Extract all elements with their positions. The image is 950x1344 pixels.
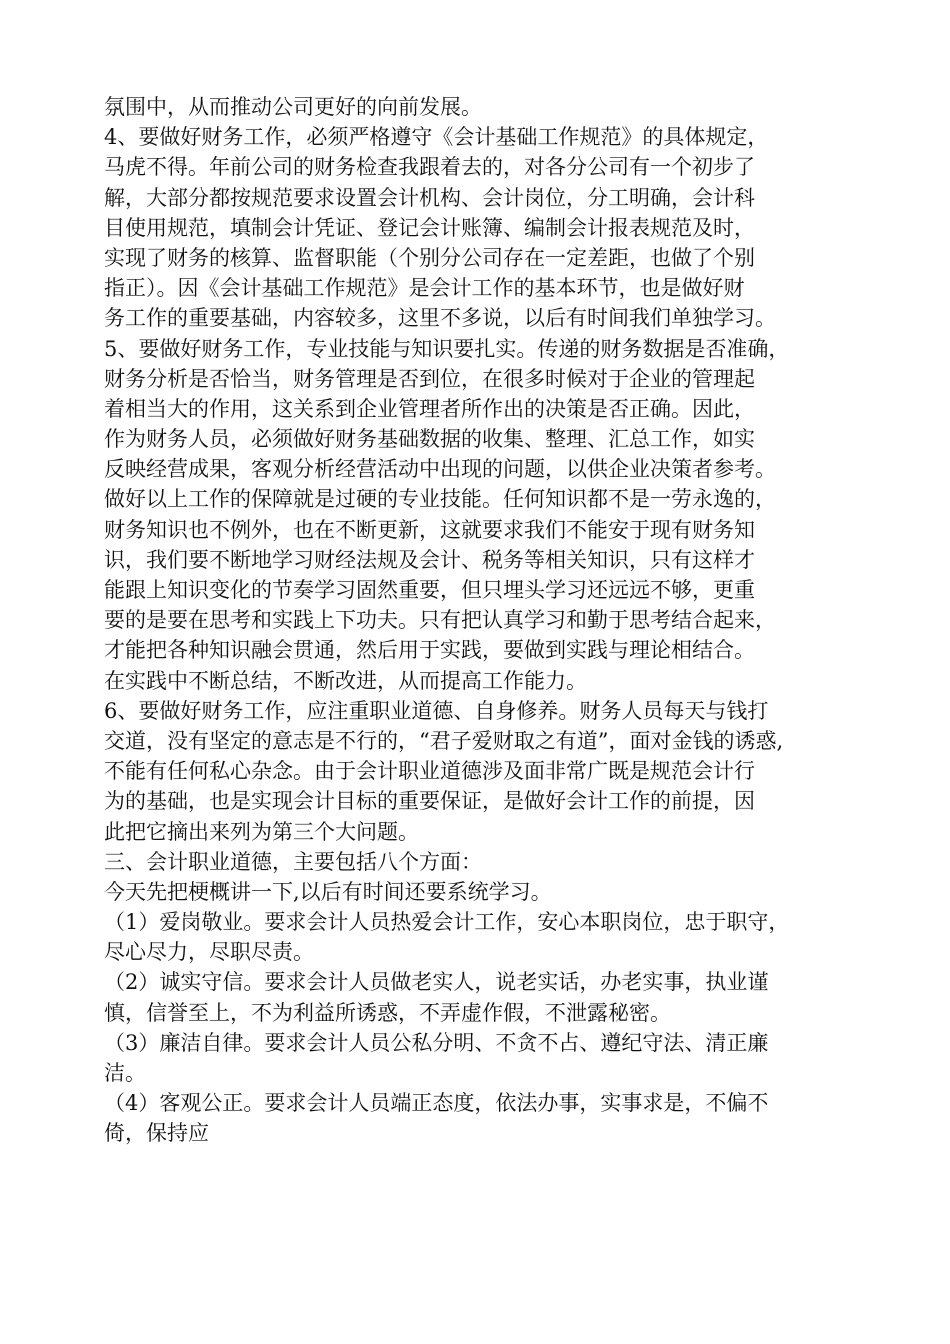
text-line: 反映经营成果，客观分析经营活动中出现的问题，以供企业决策者参考。	[104, 457, 776, 482]
text-line: 要的是要在思考和实践上下功夫。只有把认真学习和勤于思考结合起来，	[104, 608, 776, 633]
text-line: 实现了财务的核算、监督职能（个别分公司存在一定差距，也做了个别	[104, 245, 755, 270]
text-line: （3）廉洁自律。要求会计人员公私分明、不贪不占、遵纪守法、清正廉	[104, 1030, 769, 1055]
text-line: 交道，没有坚定的意志是不行的，“君子爱财取之有道”，面对金钱的诱惑,	[104, 728, 784, 753]
text-line: 4、要做好财务工作，必须严格遵守《会计基础工作规范》的具体规定，	[104, 125, 769, 150]
text-line: 5、要做好财务工作，专业技能与知识要扎实。传递的财务数据是否准确，	[104, 336, 790, 361]
text-line: 财务分析是否恰当，财务管理是否到位，在很多时候对于企业的管理起	[104, 366, 755, 391]
text-line: 6、要做好财务工作，应注重职业道德、自身修养。财务人员每天与钱打	[104, 698, 769, 723]
text-line: 做好以上工作的保障就是过硬的专业技能。任何知识都不是一劳永逸的，	[104, 487, 776, 512]
text-line: 才能把各种知识融会贯通，然后用于实践，要做到实践与理论相结合。	[104, 638, 755, 663]
text-line: 识，我们要不断地学习财经法规及会计、税务等相关知识，只有这样才	[104, 547, 755, 572]
text-line: 指正）。因《会计基础工作规范》是会计工作的基本环节，也是做好财	[104, 276, 745, 301]
text-line: 洁。	[104, 1061, 146, 1085]
text-line: 倚，保持应	[104, 1121, 209, 1146]
text-line: 务工作的重要基础，内容较多，这里不多说，以后有时间我们单独学习。	[104, 306, 776, 331]
text-line: 不能有任何私心杂念。由于会计职业道德涉及面非常广既是规范会计行	[104, 759, 755, 784]
text-line: 今天先把梗概讲一下,以后有时间还要系统学习。	[104, 879, 552, 904]
text-line: 为的基础，也是实现会计目标的重要保证，是做好会计工作的前提，因	[104, 789, 755, 814]
text-line: 解，大部分都按规范要求设置会计机构、会计岗位，分工明确，会计科	[104, 185, 755, 210]
text-line: 马虎不得。年前公司的财务检查我跟着去的，对各分公司有一个初步了	[104, 155, 755, 180]
text-line: 能跟上知识变化的节奏学习固然重要，但只埋头学习还远远不够，更重	[104, 578, 755, 602]
text-line: （1）爱岗敬业。要求会计人员热爱会计工作，安心本职岗位，忠于职守，	[104, 910, 790, 935]
text-line: 作为财务人员，必须做好财务基础数据的收集、整理、汇总工作，如实	[104, 427, 755, 452]
text-line: 慎，信誉至上，不为利益所诱惑，不弄虚作假，不泄露秘密。	[104, 1000, 671, 1025]
text-line: 氛围中，从而推动公司更好的向前发展。	[104, 95, 482, 119]
text-line: 着相当大的作用，这关系到企业管理者所作出的决策是否正确。因此，	[104, 396, 755, 421]
text-line: 财务知识也不例外，也在不断更新，这就要求我们不能安于现有财务知	[104, 517, 755, 542]
text-line: （4）客观公正。要求会计人员端正态度，依法办事，实事求是，不偏不	[104, 1091, 769, 1116]
text-line: 三、会计职业道德，主要包括八个方面：	[104, 849, 482, 874]
body-text	[104, 92, 864, 1149]
text-line: 此把它摘出来列为第三个大问题。	[104, 819, 419, 844]
text-line: 目使用规范，填制会计凭证、登记会计账簿、编制会计报表规范及时，	[104, 215, 755, 240]
text-line: 尽心尽力，尽职尽责。	[104, 940, 314, 965]
text-line: （2）诚实守信。要求会计人员做老实人，说老实话，办老实事，执业谨	[104, 970, 769, 995]
text-line: 在实践中不断总结，不断改进，从而提高工作能力。	[104, 668, 587, 693]
